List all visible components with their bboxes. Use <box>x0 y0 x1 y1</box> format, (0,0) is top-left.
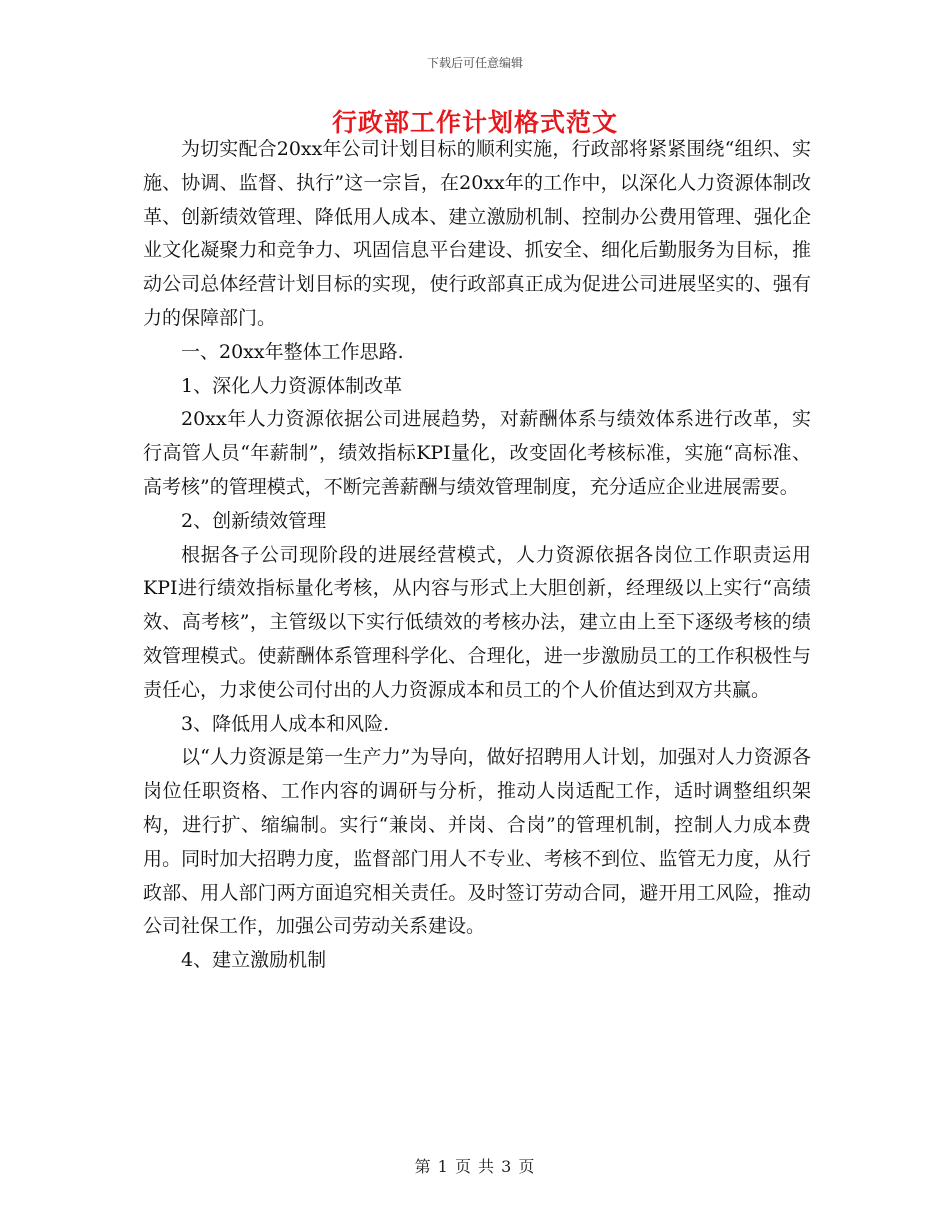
subheading-performance: 2、创新绩效管理 <box>181 509 327 532</box>
document-title: 行政部工作计划格式范文 <box>331 108 618 137</box>
intro-paragraph: 为切实配合20xx年公司计划目标的顺利实施，行政部将紧紧围绕“组织、实施、协调、监督、执行”这一宗旨，在20xx年的工作中，以深化人力资源体制改革、创新绩效管理、降低用人成本、建立激励机制、控制办公费用管理、强化企业文化凝聚力和竞争力、巩固信息平台建设、抓安全、细化后勤服务为目标，推动公司总体经营计划目标的实现，使行政部真正成为促进公司进展坚实的、强有力的保障部门。 <box>143 138 811 329</box>
section-heading-overall: 一、20xx年整体工作思路. <box>181 340 404 363</box>
page-number: 第 1 页 共 3 页 <box>414 1157 536 1176</box>
paragraph-performance: 根据各子公司现阶段的进展经营模式，人力资源依据各岗位工作职责运用KPI进行绩效指标量化考核，从内容与形式上大胆创新，经理级以上实行“高绩效、高考核”，主管级以下实行低绩效的考核办法，建立由上至下逐级考核的绩效管理模式。使薪酬体系管理科学化、合理化，进一步激励员工的工作积极性与责任心，力求使公司付出的人力资源成本和员工的个人价值达到双方共赢。 <box>143 543 811 701</box>
subheading-hr-reform: 1、深化人力资源体制改革 <box>181 374 403 397</box>
subheading-incentive: 4、建立激励机制 <box>181 949 327 972</box>
document-body <box>143 133 811 978</box>
paragraph-cost-risk: 以“人力资源是第一生产力”为导向，做好招聘用人计划，加强对人力资源各岗位任职资格、工作内容的调研与分析，推动人岗适配工作，适时调整组织架构，进行扩、缩编制。实行“兼岗、并岗、合岗”的管理机制，控制人力成本费用。同时加大招聘力度，监督部门用人不专业、考核不到位、监管无力度，从行政部、用人部门两方面追究相关责任。及时签订劳动合同，避开用工风险，推动公司社保工作，加强公司劳动关系建设。 <box>143 746 811 938</box>
paragraph-hr-reform: 20xx年人力资源依据公司进展趋势，对薪酬体系与绩效体系进行改革，实行高管人员“年薪制”，绩效指标KPI量化，改变固化考核标准，实施“高标准、高考核”的管理模式，不断完善薪酬与绩效管理制度，充分适应企业进展需要。 <box>143 408 811 498</box>
subheading-cost-risk: 3、降低用人成本和风险. <box>181 712 390 735</box>
header-note: 下载后可任意编辑 <box>426 56 523 70</box>
